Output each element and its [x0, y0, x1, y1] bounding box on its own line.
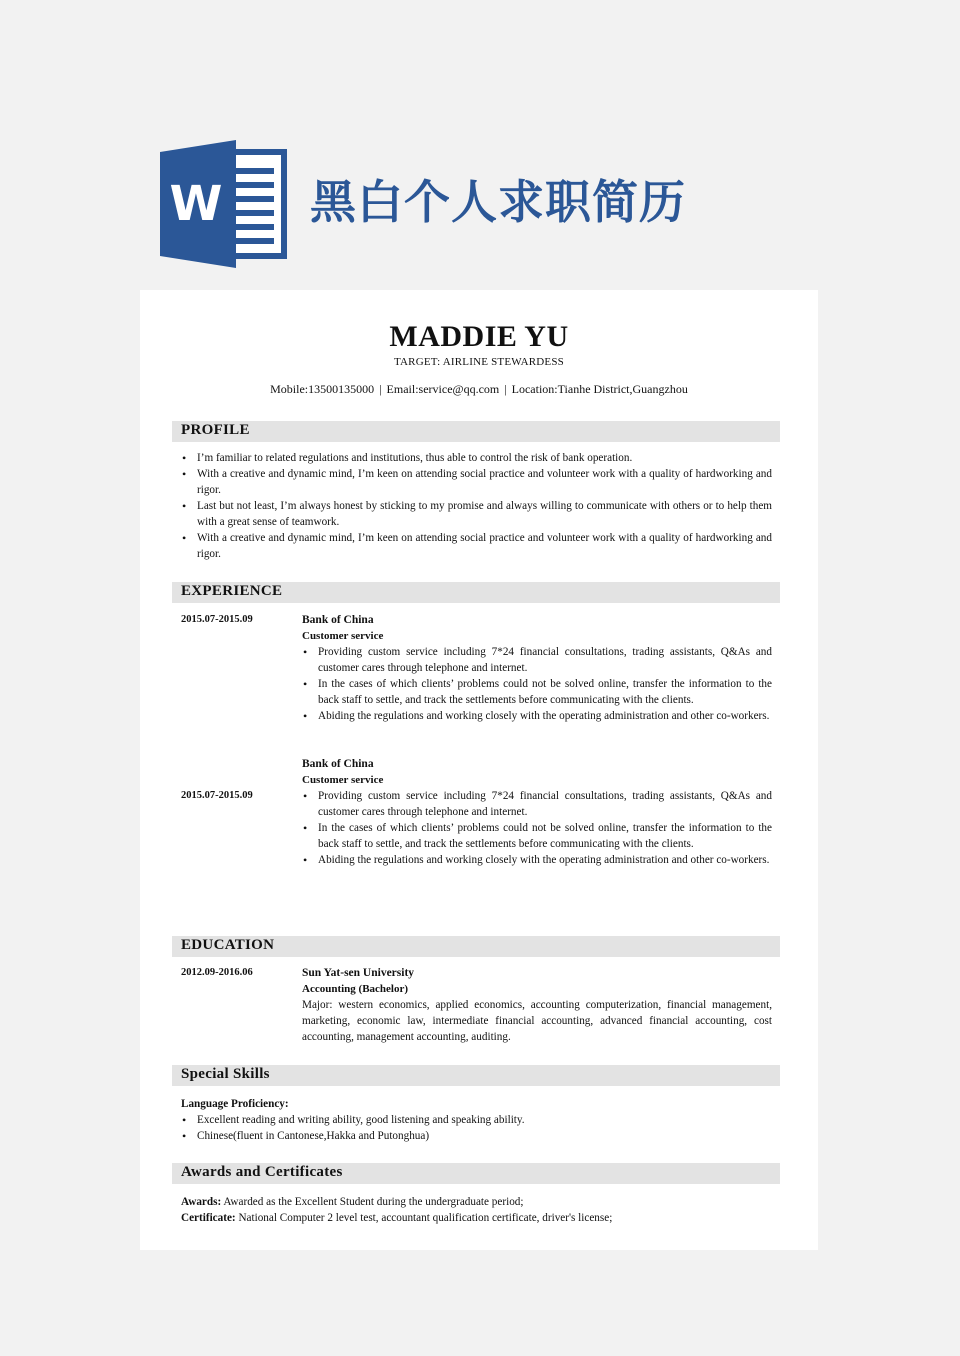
list-item: • In the cases of which clients’ problems could not be solved online, transfer the information to the back staff to settle, and track the settlements before communicating with the clients. [302, 820, 772, 852]
contact-mobile: Mobile:13500135000 [270, 382, 375, 396]
section-header-experience [172, 582, 780, 603]
certificate-line [181, 1210, 772, 1226]
awards-label: Awards: [181, 1196, 222, 1208]
skills-label: Language Proficiency: [181, 1098, 289, 1110]
contact-line [140, 382, 818, 397]
list-item: • In the cases of which clients’ problems could not be solved online, transfer the information to the back staff to settle, and track the settlements before communicating with the clients. [302, 676, 772, 708]
skills-list [181, 1112, 772, 1144]
job-role: Customer service [302, 630, 384, 642]
section-title: PROFILE [181, 422, 250, 438]
list-item: • Providing custom service including 7*24 financial consultations, trading assistants, Q&As and customer cares through telephone and internet. [302, 788, 772, 820]
section-title: Special Skills [181, 1066, 270, 1082]
awards-text: Awarded as the Excellent Student during the undergraduate period; [221, 1196, 524, 1208]
list-item: • With a creative and dynamic mind, I’m keen on attending social practice and volunteer work with a quality of hardworking and rigor. [181, 530, 772, 562]
resume-page [140, 290, 818, 1250]
certificate-label: Certificate: [181, 1212, 236, 1224]
word-icon-letter: W [169, 176, 223, 232]
contact-location: Location:Tianhe District,Guangzhou [511, 382, 688, 396]
list-item: • Last but not least, I’m always honest by sticking to my promise and always willing to communicate with others or to help them with a great sense of teamwork. [181, 498, 772, 530]
job-target: TARGET: AIRLINE STEWARDESS [394, 356, 564, 368]
job-role: Customer service [302, 774, 384, 786]
list-item: • Providing custom service including 7*24 financial consultations, trading assistants, Q&As and customer cares through telephone and internet. [302, 644, 772, 676]
skills-block [181, 1096, 772, 1144]
section-header-awards [172, 1163, 780, 1184]
contact-email: Email:service@qq.com [386, 382, 500, 396]
section-header-education [172, 936, 780, 957]
experience-date: 2015.07-2015.09 [181, 614, 253, 625]
candidate-name: MADDIE YU [389, 320, 569, 353]
experience-entry [302, 612, 772, 724]
banner-title: 黑白个人求职简历 [310, 175, 686, 229]
list-item: • I’m familiar to related regulations and institutions, thus able to control the risk of bank operation. [181, 450, 772, 466]
employer-name: Bank of China [302, 614, 374, 626]
contact-separator: | [504, 382, 507, 396]
list-item: • Abiding the regulations and working closely with the operating administration and other co-workers. [302, 708, 772, 724]
education-date: 2012.09-2016.06 [181, 967, 253, 978]
duty-list [302, 644, 772, 724]
section-title: EDUCATION [181, 937, 275, 953]
school-name: Sun Yat-sen University [302, 967, 415, 979]
employer-name: Bank of China [302, 758, 374, 770]
section-header-profile [172, 421, 780, 442]
profile-list [181, 450, 772, 562]
section-title: EXPERIENCE [181, 583, 283, 599]
section-header-skills [172, 1065, 780, 1086]
section-title: Awards and Certificates [181, 1164, 343, 1180]
banner [0, 0, 960, 290]
list-item: • Abiding the regulations and working closely with the operating administration and other co-workers. [302, 852, 772, 868]
awards-block [181, 1194, 772, 1226]
contact-separator: | [379, 382, 382, 396]
experience-date: 2015.07-2015.09 [181, 790, 253, 801]
awards-line [181, 1194, 772, 1210]
list-item: • With a creative and dynamic mind, I’m keen on attending social practice and volunteer work with a quality of hardworking and rigor. [181, 466, 772, 498]
word-document-icon [160, 140, 290, 268]
certificate-text: National Computer 2 level test, accountant qualification certificate, driver's license; [235, 1212, 613, 1224]
list-item: • Excellent reading and writing ability, good listening and speaking ability. [181, 1112, 772, 1128]
list-item: • Chinese(fluent in Cantonese,Hakka and Putonghua) [181, 1128, 772, 1144]
education-entry [302, 965, 772, 1045]
experience-entry [302, 756, 772, 868]
major-courses: Major: western economics, applied economics, accounting computerization, financial management, marketing, economic law, intermediate financial accounting, advanced financial accounting, cost accounting, management accounting, auditing. [302, 999, 772, 1043]
degree: Accounting (Bachelor) [302, 983, 409, 995]
duty-list [302, 788, 772, 868]
